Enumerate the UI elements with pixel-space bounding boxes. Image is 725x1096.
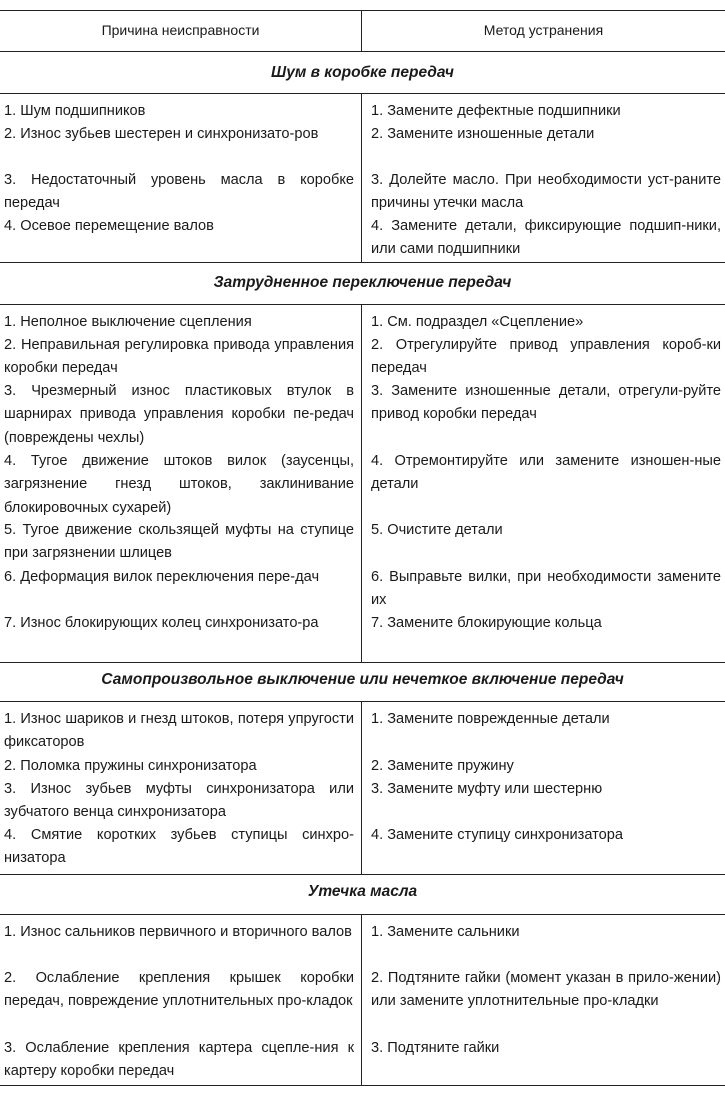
table-top-border	[0, 10, 725, 11]
remedy-cell: 2. Отрегулируйте привод управления короб-ки передач	[371, 337, 721, 377]
cause-cell: 2. Ослабление крепления крышек коробки передач, повреждение уплотнительных про-кладок	[4, 970, 354, 1010]
cause-cell: 3. Ослабление крепления картера сцепле-ния к картеру коробки передач	[4, 1040, 354, 1080]
section-divider	[0, 93, 725, 94]
cause-cell: 1. Износ сальников первичного и вторичного валов	[4, 924, 352, 940]
section-title-gear-disengagement: Самопроизвольное выключение или нечеткое включение передач	[101, 671, 624, 688]
section-divider	[0, 304, 725, 305]
remedy-cell: 2. Замените изношенные детали	[371, 126, 595, 142]
remedy-cell: 3. Замените муфту или шестерню	[371, 781, 603, 797]
cause-cell: 3. Чрезмерный износ пластиковых втулок в шарнирах привода управления коробки пе-редач (повреждены чехлы)	[4, 383, 354, 446]
remedy-cell: 3. Долейте масло. При необходимости уст-раните причины утечки масла	[371, 172, 721, 212]
remedy-cell: 3. Замените изношенные детали, отрегули-руйте привод коробки передач	[371, 383, 721, 423]
table-bottom-border	[0, 1085, 725, 1086]
section-title-oil-leak: Утечка масла	[307, 883, 418, 900]
section-divider	[0, 262, 725, 263]
remedy-cell: 1. Замените сальники	[371, 924, 520, 940]
remedy-cell: 4. Отремонтируйте или замените изношен-ные детали	[371, 453, 721, 493]
remedy-cell: 3. Подтяните гайки	[371, 1040, 500, 1056]
remedy-cell: 5. Очистите детали	[371, 522, 503, 538]
section-title-noise: Шум в коробке передач	[271, 64, 454, 81]
cause-cell: 4. Осевое перемещение валов	[4, 218, 214, 234]
section-divider	[0, 662, 725, 663]
cause-cell: 7. Износ блокирующих колец синхронизато-ра	[4, 615, 319, 631]
cause-cell: 1. Износ шариков и гнезд штоков, потеря упругости фиксаторов	[4, 711, 354, 751]
column-header-remedy: Метод устранения	[483, 22, 604, 38]
column-divider	[361, 914, 362, 1085]
cause-cell: 2. Износ зубьев шестерен и синхронизато-ров	[4, 126, 319, 142]
remedy-cell: 4. Замените ступицу синхронизатора	[371, 827, 624, 843]
section-divider	[0, 874, 725, 875]
remedy-cell: 4. Замените детали, фиксирующие подшип-ники, или сами подшипники	[371, 218, 721, 258]
cause-cell: 1. Шум подшипников	[4, 103, 146, 119]
remedy-cell: 1. Замените поврежденные детали	[371, 711, 610, 727]
cause-cell: 1. Неполное выключение сцепления	[4, 314, 252, 330]
remedy-cell: 7. Замените блокирующие кольца	[371, 615, 602, 631]
remedy-cell: 2. Замените пружину	[371, 758, 514, 774]
remedy-cell: 2. Подтяните гайки (момент указан в прило-жении) или замените уплотнительные про-кладки	[371, 970, 721, 1010]
cause-cell: 3. Недостаточный уровень масла в коробке передач	[4, 172, 354, 212]
section-divider	[0, 701, 725, 702]
column-divider	[361, 701, 362, 874]
column-divider	[361, 304, 362, 662]
cause-cell: 2. Поломка пружины синхронизатора	[4, 758, 257, 774]
cause-cell: 5. Тугое движение скользящей муфты на ступице при загрязнении шлицев	[4, 522, 354, 562]
cause-cell: 4. Тугое движение штоков вилок (заусенцы, загрязнение гнезд штоков, заклинивание блокировочных сухарей)	[4, 453, 354, 516]
cause-cell: 2. Неправильная регулировка привода управления коробки передач	[4, 337, 354, 377]
remedy-cell: 6. Выправьте вилки, при необходимости замените их	[371, 569, 721, 609]
remedy-cell: 1. Замените дефектные подшипники	[371, 103, 621, 119]
cause-cell: 3. Износ зубьев муфты синхронизатора или зубчатого венца синхронизатора	[4, 781, 354, 821]
header-bottom-border	[0, 51, 725, 52]
cause-cell: 6. Деформация вилок переключения пере-дач	[4, 569, 320, 585]
remedy-cell: 1. См. подраздел «Сцепление»	[371, 314, 584, 330]
section-divider	[0, 914, 725, 915]
cause-cell: 4. Смятие коротких зубьев ступицы синхро-низатора	[4, 827, 354, 867]
section-title-hard-shifting: Затрудненное переключение передач	[213, 274, 512, 291]
column-header-cause: Причина неисправности	[101, 22, 260, 38]
column-divider	[361, 93, 362, 262]
